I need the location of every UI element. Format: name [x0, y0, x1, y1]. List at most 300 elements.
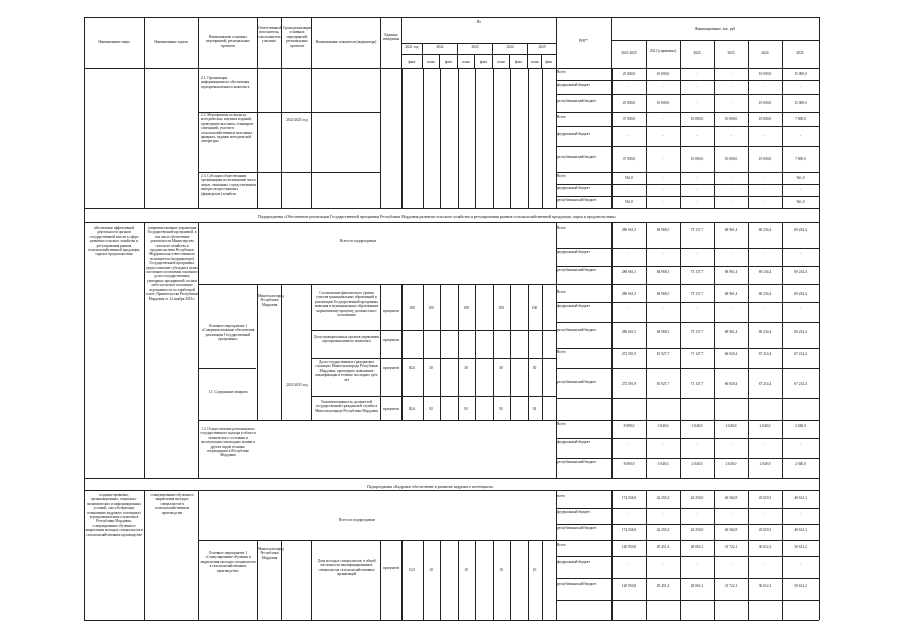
- h-rule: [556, 458, 819, 459]
- h-rule: [556, 578, 819, 579]
- b3-ind-4: 10: [532, 568, 537, 572]
- fin-year-2023: 2023: [727, 51, 735, 55]
- v-rule: [646, 68, 647, 208]
- subcol-1: факт: [408, 60, 416, 64]
- b2-val-6-0: 272 591,9: [621, 352, 637, 356]
- b2-val-3-4: 69 234,4: [758, 292, 772, 296]
- b1-src-5: республиканский бюджет: [557, 155, 597, 159]
- b3-val-5-0: 120 950,8: [621, 584, 637, 588]
- b3-val-1-4: -: [764, 512, 766, 516]
- v-rule: [782, 222, 783, 478]
- v-rule: [144, 68, 145, 208]
- v-rule: [680, 490, 681, 620]
- b2-val-2-3: 68 961,4: [724, 270, 738, 274]
- header-year-2025: 2025: [538, 45, 546, 49]
- b2-src-10: республиканский бюджет: [557, 460, 597, 464]
- b3-src-5: республиканский бюджет: [557, 582, 597, 586]
- b2-src-3: Всего: [557, 290, 566, 294]
- ind-3-3: 92: [499, 407, 503, 411]
- b2-val-4-4: -: [764, 306, 766, 310]
- indicator-3-name: Доля государственных гражданских служащих Минсельхозпрода Республики Мордовия, прошедших повышение квалификации в течение последних трех лет: [315, 360, 378, 382]
- block3-indicator-unit: процентов: [383, 566, 399, 570]
- v-rule: [612, 68, 613, 208]
- b2-val-2-4: 69 234,4: [758, 270, 772, 274]
- v-rule: [714, 222, 715, 478]
- b2-val-6-4: 67 214,4: [758, 352, 772, 356]
- h-rule: [556, 94, 819, 95]
- h-rule: [556, 172, 819, 173]
- block2-task: совершенствование управления Государственной программой, в том числе обеспечение деятельности Министерства сельского хозяйства и продовольствия Республики Мордовия как ответственного исполнителя (координатора) Государственной программы; предоставление субсидии в целях частичного погашения основного долга государственных унитарных предприятий; полное либо частичное погашение задолженности по заработной плате; Правительства Республики Мордовия от 12 ноября 2018 г.: [146, 226, 198, 301]
- h-rule: [556, 556, 819, 557]
- h-rule: [311, 358, 556, 359]
- b2-val-2-2: 73 137,7: [690, 270, 704, 274]
- b2-src-6: Всего: [557, 350, 566, 354]
- b2-src-7: республиканский бюджет: [557, 380, 597, 384]
- b1-src-1: федеральный бюджет: [557, 83, 591, 87]
- h-rule: [556, 348, 819, 349]
- b3-val-0-3: 46 364,9: [724, 496, 738, 500]
- block3-total-label: Всего по подпрограмме: [338, 518, 376, 522]
- b2-src-8: Всего: [557, 422, 566, 426]
- b2-src-2: республиканский бюджет: [557, 268, 597, 272]
- header-task: Наименование задачи: [154, 40, 188, 44]
- h-rule: [556, 80, 819, 81]
- b2-val-9-2: -: [696, 442, 698, 446]
- header-events: Наименование основных мероприятий, региональных проектов: [206, 35, 250, 48]
- h-rule: [556, 284, 819, 285]
- v-rule: [257, 68, 258, 208]
- h-rule: [556, 620, 819, 621]
- b2-val-3-0: 280 661,5: [621, 292, 637, 296]
- b3-val-4-5: -: [799, 562, 802, 566]
- h-rule: [556, 540, 819, 541]
- v-rule: [380, 540, 381, 620]
- v-rule: [198, 222, 199, 478]
- b1-src-7: федеральный бюджет: [557, 186, 591, 190]
- h-rule: [198, 172, 380, 173]
- ind-2-1: 30: [429, 366, 433, 370]
- h-rule: [556, 302, 819, 303]
- b3-val-4-4: -: [764, 562, 766, 566]
- ind-3-2: 92: [464, 407, 468, 411]
- b2-val-10-3: 2 040,0: [725, 462, 737, 466]
- ind-2-2: 30: [464, 366, 468, 370]
- b2-val-2-0: 280 661,5: [621, 270, 637, 274]
- b2-val-0-2: 73 137,7: [690, 228, 704, 232]
- h-rule: [612, 40, 819, 41]
- b1-val-1-5: -: [799, 85, 802, 89]
- event-2-1: 2.1. Организация информационного обеспечения агропромышленного комплекса: [201, 76, 250, 89]
- v-rule: [475, 284, 476, 420]
- b2-val-4-3: -: [730, 306, 732, 310]
- b1-val-5-2: 10 000,0: [690, 157, 704, 161]
- h-rule: [556, 112, 819, 113]
- ind-2-0: 82,6: [408, 366, 416, 370]
- h-rule: [556, 126, 819, 127]
- b3-val-2-4: 45 019,3: [758, 528, 772, 532]
- b1-src-8: республиканский бюджет: [557, 198, 597, 202]
- v-rule: [144, 490, 145, 620]
- b2-val-5-0: 280 661,5: [621, 330, 637, 334]
- b1-val-8-4: -: [764, 200, 766, 204]
- v-rule: [748, 222, 749, 478]
- b1-val-3-2: 10 000,0: [690, 117, 704, 121]
- block2-event11: 1.1. Содержание аппарата: [208, 390, 248, 394]
- b1-val-1-1: -: [662, 85, 664, 89]
- h-rule: [198, 68, 380, 69]
- v-rule: [528, 284, 529, 420]
- v-rule: [281, 68, 282, 208]
- b1-val-0-4: 10 000,0: [758, 72, 772, 76]
- header-unit: Единица измерения: [382, 33, 400, 42]
- indicator-1-unit: процентов: [383, 309, 399, 313]
- v-rule: [380, 68, 381, 208]
- b3-src-3: Всего: [557, 543, 566, 547]
- ind-0-3: 100: [498, 306, 504, 310]
- b3-val-5-5: 30 612,2: [794, 584, 807, 588]
- ind-0-4: 100: [531, 306, 538, 310]
- event-2-3: 2.3. Субсидии общественным организациям на возмещение части затрат, связанных с представлением интересов крестьянских (фермерских) хозяйств: [201, 174, 256, 196]
- b2-val-7-5: 67 214,4: [794, 382, 807, 386]
- v-rule: [646, 222, 647, 478]
- v-rule: [611, 17, 612, 68]
- b2-val-5-2: 73 137,7: [690, 330, 704, 334]
- header-measure: Наименование меры: [98, 40, 130, 44]
- b3-val-3-2: 28 063,1: [690, 545, 704, 549]
- b1-src-3: Всего: [557, 115, 566, 119]
- v-rule: [646, 40, 647, 68]
- b2-val-6-5: 67 214,4: [794, 352, 807, 356]
- b1-val-6-4: -: [764, 176, 766, 180]
- h-rule: [556, 600, 819, 601]
- b3-ind-3: 10: [499, 568, 503, 572]
- b3-val-5-3: 31 722,1: [724, 584, 738, 588]
- b1-val-3-3: 10 000,0: [724, 117, 738, 121]
- b3-ind-0: 10,5: [408, 568, 416, 572]
- fin-year-2021: 2021 (справочно): [649, 49, 677, 53]
- b2-val-9-1: -: [662, 442, 664, 446]
- v-rule: [612, 490, 613, 620]
- b1-val-0-0: 25 000,0: [622, 72, 636, 76]
- b3-val-0-0: 174 036,9: [621, 496, 637, 500]
- b1-val-6-2: -: [696, 176, 698, 180]
- b1-val-2-1: 10 000,0: [656, 101, 670, 105]
- subcol-7: факт: [514, 60, 523, 64]
- b1-val-3-5: 7 000,0: [795, 117, 806, 121]
- block2-executor: Минсельхозпрод Республики Мордовия: [258, 294, 284, 307]
- b1-val-2-4: 10 000,0: [758, 101, 772, 105]
- b1-val-7-2: -: [696, 188, 698, 192]
- v-rule: [380, 17, 381, 68]
- h-rule: [84, 17, 819, 18]
- b2-val-5-1: 84 968,3: [656, 330, 670, 334]
- b1-val-0-2: -: [696, 72, 698, 76]
- h-rule: [556, 508, 819, 509]
- v-rule: [440, 284, 441, 420]
- b1-val-3-1: -: [662, 117, 664, 121]
- block3-measure: создание правовых, организационных, социально-экономических и информационных условий, способствующих повышению кадрового потенциала агропромышленного комплекса Республики Мордовия, стимулирование обучения и закрепления молодых специалистов в сельскохозяйственном производстве: [85, 493, 143, 537]
- b3-val-0-5: 40 612,3: [794, 496, 807, 500]
- b2-val-3-2: 73 137,7: [690, 292, 704, 296]
- b3-ind-2: 10: [464, 568, 468, 572]
- b1-val-0-3: -: [730, 72, 732, 76]
- h-rule: [556, 248, 819, 249]
- b1-val-4-4: -: [764, 134, 766, 138]
- b1-val-8-2: -: [696, 200, 698, 204]
- h-rule: [84, 208, 819, 209]
- v-rule: [458, 68, 459, 208]
- b3-val-5-2: 28 063,1: [690, 584, 704, 588]
- ind-3-1: 92: [429, 407, 433, 411]
- header-year-2024: 2024: [506, 45, 514, 49]
- b2-val-8-3: 2 040,0: [725, 424, 737, 428]
- ind-0-2: 100: [463, 306, 469, 310]
- v-rule: [612, 222, 613, 478]
- v-rule: [475, 68, 476, 208]
- b1-val-4-1: -: [662, 134, 664, 138]
- header-year-2021: 2021 год: [405, 45, 419, 49]
- b3-val-1-1: -: [662, 512, 664, 516]
- b1-val-7-1: -: [662, 188, 664, 192]
- b2-val-6-2: 71 147,7: [690, 352, 704, 356]
- b1-val-2-3: -: [730, 101, 732, 105]
- v-rule: [380, 284, 381, 420]
- b3-src-1: федеральный бюджет: [557, 510, 591, 514]
- b1-val-7-4: -: [764, 188, 766, 192]
- v-rule: [402, 68, 403, 208]
- b3-val-5-4: 30 612,2: [758, 584, 772, 588]
- v-rule: [714, 68, 715, 208]
- b1-val-0-5: 15 000,0: [794, 72, 807, 76]
- v-rule: [782, 68, 783, 208]
- b2-val-0-5: 69 234,4: [794, 228, 807, 232]
- b2-val-0-1: 84 968,3: [656, 228, 670, 232]
- b3-val-1-0: -: [628, 512, 630, 516]
- b3-val-4-0: -: [628, 562, 630, 566]
- h-rule: [198, 284, 556, 285]
- h-rule: [402, 43, 556, 44]
- fin-year-2022: 2022: [693, 51, 701, 55]
- header-indicator: Наименование показателя (индикатора): [315, 40, 377, 44]
- v-rule: [556, 540, 557, 620]
- subcol-6: план: [497, 60, 505, 64]
- v-rule: [198, 490, 199, 620]
- b1-val-6-3: -: [730, 176, 732, 180]
- block2-event1: Основное мероприятие 1 «Совершенствование обеспечения реализации Государственной программы»: [201, 324, 255, 342]
- b3-val-2-2: 42 250,0: [690, 528, 704, 532]
- b2-val-7-4: 67 214,4: [758, 382, 772, 386]
- b2-val-6-3: 66 920,4: [724, 352, 738, 356]
- indicator-1-name: Соотношение фактического уровня участия муниципальных образований в реализации Государственной программы значения в муниципальных образованиях нормативному проценту должностного исполнения: [314, 291, 379, 318]
- v-rule: [423, 68, 424, 208]
- b1-val-5-1: -: [662, 157, 664, 161]
- header-source: РНГ*: [579, 39, 588, 43]
- b3-val-4-3: -: [730, 562, 732, 566]
- b2-val-3-3: 68 961,4: [724, 292, 738, 296]
- b1-src-2: республиканский бюджет: [557, 99, 597, 103]
- ind-3-4: 92: [532, 407, 537, 411]
- v-rule: [542, 68, 543, 208]
- h-rule: [402, 54, 556, 55]
- ind-0-1: 100: [428, 306, 434, 310]
- b2-val-0-4: 69 234,4: [758, 228, 772, 232]
- ind-0-0: 100: [409, 306, 415, 310]
- v-rule: [493, 284, 494, 420]
- v-rule: [493, 68, 494, 208]
- h-rule: [556, 368, 819, 369]
- b2-val-4-2: -: [696, 306, 698, 310]
- v-rule: [281, 284, 282, 420]
- h-rule: [556, 222, 819, 223]
- header-year-2022: 2022: [436, 45, 444, 49]
- block3-indicator-name: Доля молодых специалистов, в общей численности квалифицированных специалистов сельскохозяйственных организаций: [317, 559, 376, 577]
- b3-val-0-2: 42 250,0: [690, 496, 704, 500]
- b3-val-2-0: 174 036,9: [621, 528, 637, 532]
- v-rule: [680, 68, 681, 208]
- v-rule: [475, 540, 476, 620]
- b2-val-10-1: 3 040,6: [657, 462, 669, 466]
- b2-val-10-2: 2 040,0: [691, 462, 703, 466]
- v-rule: [819, 17, 820, 620]
- v-rule: [198, 68, 199, 208]
- h-rule: [556, 184, 819, 185]
- b2-val-4-1: -: [662, 306, 664, 310]
- b3-val-4-1: -: [662, 562, 664, 566]
- b2-val-7-3: 66 920,4: [724, 382, 738, 386]
- b2-val-1-4: -: [764, 252, 766, 256]
- b2-val-4-5: -: [799, 306, 802, 310]
- b1-val-8-5: 561,0: [796, 200, 805, 204]
- b2-val-5-3: 68 961,4: [724, 330, 738, 334]
- b2-val-9-4: -: [764, 442, 766, 446]
- b1-val-5-3: 10 000,0: [724, 157, 738, 161]
- v-rule: [402, 284, 403, 420]
- b2-val-1-1: -: [662, 252, 664, 256]
- h-rule: [556, 266, 819, 267]
- h-rule: [556, 398, 819, 399]
- v-rule: [510, 68, 511, 208]
- subcol-2: план: [427, 60, 435, 64]
- v-rule: [528, 68, 529, 208]
- ind-2-3: 30: [499, 366, 503, 370]
- header-finance: Финансирование, тыс. руб: [694, 27, 736, 31]
- v-rule: [281, 540, 282, 620]
- b2-val-1-2: -: [696, 252, 698, 256]
- v-rule: [510, 540, 511, 620]
- h-rule: [198, 540, 556, 541]
- b2-val-9-3: -: [730, 442, 732, 446]
- b2-val-7-1: 81 927,7: [656, 382, 670, 386]
- b1-val-3-4: 10 000,0: [758, 117, 772, 121]
- v-rule: [458, 540, 459, 620]
- b3-val-2-3: 46 364,9: [724, 528, 738, 532]
- header-executor: Ответственный исполнитель, соисполнитель, участник: [258, 26, 282, 44]
- b2-val-0-3: 68 961,4: [724, 228, 738, 232]
- b1-val-4-5: -: [799, 134, 802, 138]
- b1-val-2-0: 25 000,0: [622, 101, 636, 105]
- b3-val-5-1: 29 451,4: [656, 584, 670, 588]
- indicator-3-unit: процентов: [383, 366, 399, 370]
- b3-src-2: республиканский бюджет: [557, 526, 597, 530]
- v-rule: [748, 490, 749, 620]
- b2-src-5: республиканский бюджет: [557, 328, 597, 332]
- b3-val-3-5: 30 612,2: [794, 545, 807, 549]
- fin-year-2025: 2025: [796, 51, 804, 55]
- h-rule: [556, 322, 819, 323]
- b1-val-4-2: -: [696, 134, 698, 138]
- b2-val-3-5: 69 234,4: [794, 292, 807, 296]
- b2-src-1: федеральный бюджет: [557, 250, 591, 254]
- b1-val-2-5: 15 000,0: [794, 101, 807, 105]
- v-rule: [542, 540, 543, 620]
- b1-val-7-3: -: [730, 188, 732, 192]
- b1-val-0-1: 10 000,0: [656, 72, 670, 76]
- block3-executor: Минсельхозпрод Республики Мордовия: [258, 547, 284, 560]
- b1-val-2-2: -: [696, 101, 698, 105]
- indicator-4-name: Укомплектованность должностей государственной гражданской службы в Минсельхозпроде Республики Мордовия: [315, 400, 378, 413]
- b2-val-1-3: -: [730, 252, 732, 256]
- fin-year-2024: 2024: [761, 51, 769, 55]
- section-title-2: Подпрограмма «Кадровое обеспечение и развитие кадрового потенциала»: [367, 484, 494, 489]
- v-rule: [611, 68, 612, 208]
- h-rule: [556, 196, 819, 197]
- b1-val-7-0: -: [628, 188, 630, 192]
- b1-val-1-4: -: [764, 85, 766, 89]
- b3-val-3-3: 31 722,1: [724, 545, 738, 549]
- v-rule: [680, 222, 681, 478]
- v-rule: [646, 490, 647, 620]
- v-rule: [311, 68, 312, 208]
- indicator-2-unit: процентов: [383, 338, 399, 342]
- b3-ind-1: 10: [429, 568, 433, 572]
- b2-val-7-2: 71 147,7: [690, 382, 704, 386]
- v-rule: [542, 284, 543, 420]
- b1-val-8-0: 561,0: [624, 200, 634, 204]
- b2-src-0: Всего: [557, 226, 566, 230]
- v-rule: [493, 540, 494, 620]
- block3-event1: Основное мероприятие 1 «Стимулирование обучения и закрепления молодых специалистов в сельскохозяйственном производстве»: [200, 551, 256, 573]
- b1-val-6-5: 561,0: [796, 176, 805, 180]
- h-rule: [556, 420, 819, 421]
- b3-val-3-0: 120 950,8: [621, 545, 637, 549]
- b1-src-4: федеральный бюджет: [557, 132, 591, 136]
- b2-val-2-5: 69 234,4: [794, 270, 807, 274]
- b2-val-8-1: 3 040,6: [657, 424, 669, 428]
- b2-val-8-5: 2 040,0: [795, 424, 806, 428]
- h-rule: [311, 330, 556, 331]
- b2-val-2-1: 84 968,3: [656, 270, 670, 274]
- b1-src-0: Всего: [557, 70, 566, 74]
- b1-val-1-2: -: [696, 85, 698, 89]
- b2-src-9: федеральный бюджет: [557, 440, 591, 444]
- b1-val-3-0: 37 000,0: [622, 117, 636, 121]
- h-rule: [556, 438, 819, 439]
- b1-val-5-0: 37 000,0: [622, 157, 636, 161]
- b2-val-5-4: 69 234,4: [758, 330, 772, 334]
- block2-terms: 2022-2025 год: [286, 383, 308, 387]
- b3-val-2-5: 40 612,3: [794, 528, 807, 532]
- block3-task: стимулирование обучения и закрепления молодых специалистов в сельскохозяйственном производстве: [150, 493, 194, 515]
- ind-3-0: 82,6: [408, 407, 416, 411]
- subcol-5: факт: [479, 60, 488, 64]
- b3-src-4: федеральный бюджет: [557, 560, 591, 564]
- b2-val-9-5: -: [799, 442, 802, 446]
- h-rule: [556, 146, 819, 147]
- b2-val-8-2: 2 040,0: [691, 424, 703, 428]
- b1-val-6-0: 561,0: [624, 176, 634, 180]
- v-rule: [714, 490, 715, 620]
- v-rule: [510, 284, 511, 420]
